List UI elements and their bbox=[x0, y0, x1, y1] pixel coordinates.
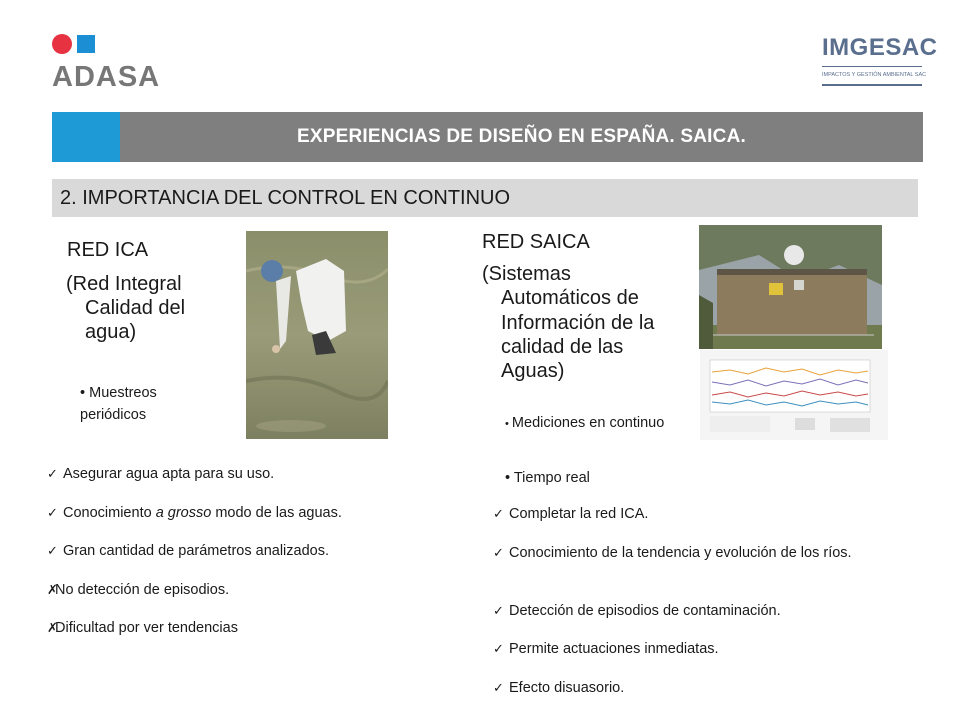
header-accent-block bbox=[52, 112, 120, 162]
page-title: EXPERIENCIAS DE DISEÑO EN ESPAÑA. SAICA. bbox=[297, 126, 746, 147]
list-item-text: modo de las aguas. bbox=[211, 505, 342, 521]
list-item-text: Dificultad por ver tendencias bbox=[55, 620, 238, 636]
check-icon: ✓ bbox=[47, 466, 58, 481]
list-item bbox=[493, 679, 624, 697]
list-item-text: No detección de episodios. bbox=[55, 582, 230, 598]
check-icon: ✓ bbox=[493, 545, 504, 560]
adasa-red-circle bbox=[52, 34, 72, 54]
bullet-dot: • bbox=[505, 418, 512, 430]
description-line: Calidad del bbox=[85, 297, 186, 319]
red-ica-bullet bbox=[80, 382, 220, 426]
imgesac-rule-bottom bbox=[822, 84, 922, 86]
description-line: (Sistemas bbox=[482, 263, 571, 285]
monitoring-station-photo bbox=[699, 225, 882, 349]
list-item-text: Efecto disuasorio. bbox=[509, 680, 625, 696]
description-line: calidad de las bbox=[501, 335, 624, 358]
check-icon: ✓ bbox=[493, 641, 504, 656]
bullet-dot: • bbox=[80, 385, 90, 401]
imgesac-tagline: IMPACTOS Y GESTIÓN AMBIENTAL SAC bbox=[822, 72, 927, 78]
bullet-text: Tiempo real bbox=[513, 470, 590, 486]
description-line: Información de la bbox=[501, 311, 655, 334]
red-ica-heading: RED ICA bbox=[67, 239, 149, 261]
list-item-text: Completar la red ICA. bbox=[509, 506, 649, 522]
red-saica-description bbox=[482, 262, 702, 383]
list-item bbox=[47, 465, 274, 483]
imgesac-wordmark: IMGESAC bbox=[822, 34, 938, 61]
list-item bbox=[47, 542, 329, 560]
list-item-emphasis: a grosso bbox=[155, 505, 212, 521]
list-item bbox=[47, 619, 238, 637]
bullet-text: Muestreos periódicos bbox=[80, 385, 157, 423]
list-item-text: Detección de episodios de contaminación. bbox=[509, 603, 781, 619]
red-saica-bullet-realtime bbox=[505, 467, 590, 489]
list-item-text: Gran cantidad de parámetros analizados. bbox=[63, 543, 329, 559]
list-item-text: Asegurar agua apta para su uso. bbox=[63, 466, 275, 482]
saica-trend-chart-image bbox=[700, 350, 888, 440]
description-line: (Red Integral bbox=[66, 273, 182, 295]
check-icon: ✓ bbox=[493, 603, 504, 618]
list-item-text: Conocimiento de la tendencia y evolución de los ríos. bbox=[509, 545, 852, 561]
list-item bbox=[47, 581, 229, 599]
description-line: Automáticos de bbox=[501, 287, 639, 310]
bullet-text: Mediciones en continuo bbox=[511, 415, 665, 431]
list-item bbox=[47, 504, 342, 522]
red-saica-bullet-continuous bbox=[505, 412, 675, 435]
list-item bbox=[493, 541, 923, 565]
red-saica-heading: RED SAICA bbox=[482, 231, 590, 253]
list-item-text: Conocimiento bbox=[63, 505, 156, 521]
list-item bbox=[493, 640, 719, 658]
imgesac-rule-top bbox=[822, 66, 922, 67]
check-icon: ✓ bbox=[47, 543, 58, 558]
list-item-text: Permite actuaciones inmediatas. bbox=[509, 641, 719, 657]
imgesac-logo bbox=[818, 34, 938, 96]
river-sampling-photo bbox=[246, 231, 388, 439]
section-bar bbox=[52, 179, 918, 217]
red-ica-description bbox=[66, 272, 211, 344]
list-item bbox=[493, 505, 648, 523]
section-title: 2. IMPORTANCIA DEL CONTROL EN CONTINUO bbox=[60, 187, 511, 209]
check-icon: ✓ bbox=[47, 505, 58, 520]
list-item bbox=[493, 602, 781, 620]
description-line: Aguas) bbox=[501, 360, 565, 383]
check-icon: ✓ bbox=[493, 680, 504, 695]
cross-icon: ✗ bbox=[47, 620, 58, 635]
cross-icon: ✗ bbox=[47, 582, 58, 597]
adasa-blue-square bbox=[77, 35, 95, 53]
adasa-wordmark: ADASA bbox=[52, 61, 161, 93]
check-icon: ✓ bbox=[493, 506, 504, 521]
description-line: agua) bbox=[85, 321, 137, 343]
header-bar bbox=[52, 112, 923, 162]
bullet-dot: • bbox=[505, 470, 514, 486]
adasa-logo bbox=[52, 32, 172, 94]
